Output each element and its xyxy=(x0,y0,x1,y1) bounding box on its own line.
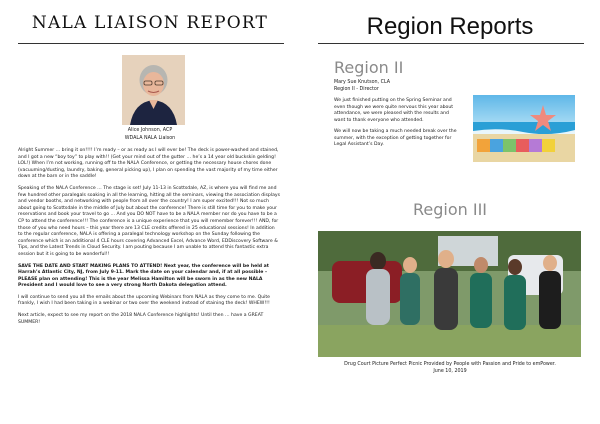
left-page-title: NALA LIAISON REPORT xyxy=(31,13,269,33)
article-paragraph: We will now be taking a much needed break over the summer, with the exception of getting together for Legal Assistant’s Day. xyxy=(334,129,457,147)
portrait-role: WDALA NALA Liaison xyxy=(124,136,176,141)
summer-beach-graphic xyxy=(473,95,575,162)
region-3-heading: Region III xyxy=(412,200,487,219)
region-2-author-role: Region II - Director xyxy=(334,87,379,92)
region-2-heading: Region II xyxy=(334,58,404,77)
photo-caption: Drug Court Picture Perfect Picnic Provided by People with Passion and Pride to emPower. xyxy=(344,362,556,367)
summer-letter-blocks xyxy=(477,139,555,152)
right-page xyxy=(300,0,600,424)
portrait-photo xyxy=(122,55,185,125)
region-2-author: Mary Sue Knutson, CLA xyxy=(334,80,391,85)
region-2-article xyxy=(334,98,460,154)
picnic-group-photo xyxy=(318,231,581,357)
photo-caption-date: June 10, 2019 xyxy=(433,369,467,374)
article-paragraph: We just finished putting on the Spring Seminar and even though we were quite nervous this year about attendance, we were pleased with the results and want to thank everyone who attended. xyxy=(334,98,454,123)
title-divider xyxy=(18,43,284,44)
article-paragraph: Speaking of the NALA Conference … The stage is set! July 11-13 in Scottsdale, AZ, is where you will find me and few hundred other paralegals soaking in all the learning, hitting all the seminars, viewing the association displays and vendor booths, and networking with people from all over the country! I am super excited!!! Not so much about going to Scottsdale in the middle of July but about the conference! There is still time for you to make your reservations and book your travel to go … And you DO NOT have to be a NALA member nor do you have to be a CP to attend the conference!!! The conference is a unique experience that you will remember forever!!! AND, for those of you who need hours – this year there are 13 CLE credits offered in 25 educational sessions! In addition to the regular conference, NALA is offering a paralegal technology workshop on the Sunday following the conference which is an additional 4 CLE hours covering Advanced Excel, Advance Word, EDDiscovery Software & Tips, and the Latest Trends in Cloud Security. I am pouting because I am unable to attend this fantastic extra session but it is going to be wonderful!! xyxy=(18,185,280,257)
title-divider xyxy=(318,43,584,44)
right-page-title: Region Reports xyxy=(366,13,534,40)
summer-beach-image xyxy=(473,95,575,162)
portrait-name: Alice Johnson, ACP xyxy=(127,128,173,133)
article-paragraph: Next article, expect to see my report on the 2018 NALA Conference highlights! Until then … have a GREAT SUMMER! xyxy=(18,313,264,325)
liaison-article xyxy=(18,148,280,331)
picnic-group-graphic xyxy=(318,231,581,357)
article-paragraph: Alright Summer … bring it on!!!! I’m ready – or as ready as I will ever be! The deck is power-washed and stained, and I got a new “boy toy” to play with!! (Get your mind out of the gutter … he’s a 14 year old buckskin gelding! LOL!) When I’m not working, running off to the NALA Conference, or getting the necessary house chores done (vacuuming/dusting, laundry, baking, general picking up), I plan on spending the vast majority of my time either down at the barn or in the saddle! xyxy=(18,148,279,180)
article-paragraph: SAVE THE DATE AND START MAKING PLANS TO ATTEND! Next year, the conference will be held at Harrah’s Atlantic City, NJ, from July 9-11. Mark the date on your calendar and, if at all possible – PLEASE plan on attending! This is the year Melissa Hamilton will be sworn in as the new NALA President and I would love to see a very strong North Dakota delegation attend. xyxy=(18,263,269,289)
portrait-photo-graphic xyxy=(122,55,185,125)
article-paragraph: I will continue to send you all the emails about the upcoming Webinars from NALA as they come to me. Quite frankly, I wish I had been taking in a webinar or two over the weekend instead of staining the deck! WHEW!!! xyxy=(18,294,271,307)
